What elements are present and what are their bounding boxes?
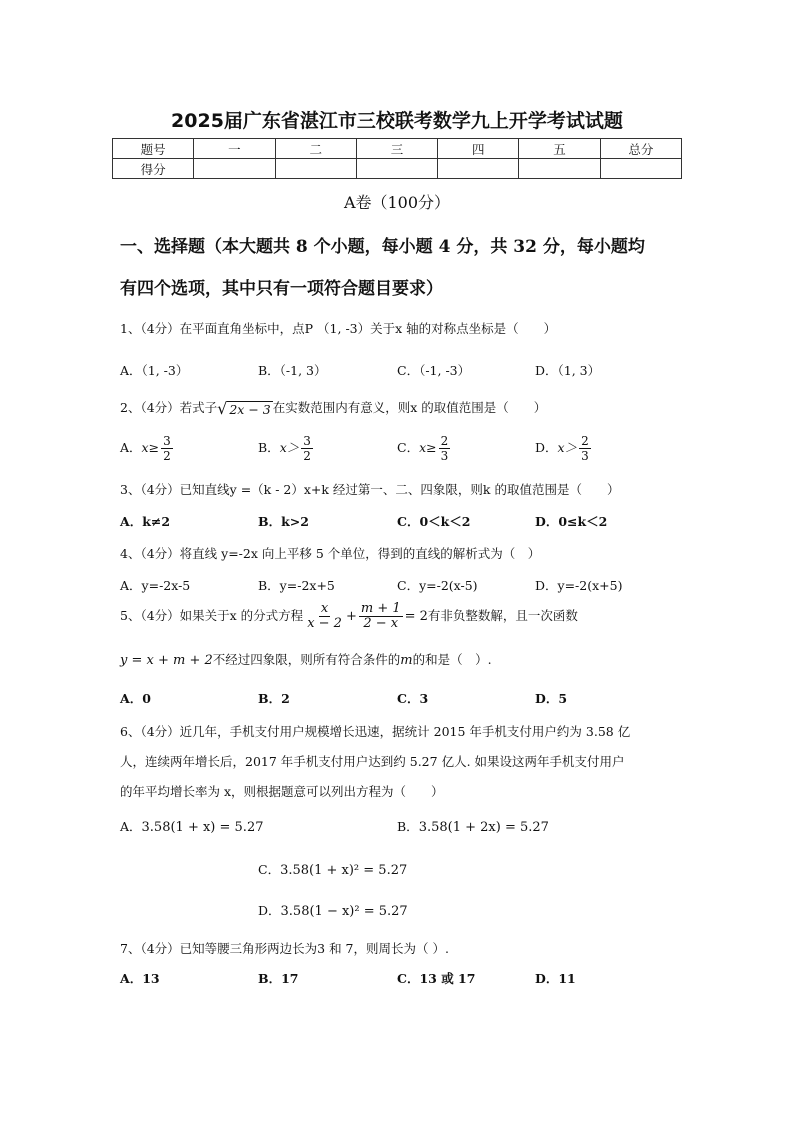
question-6-stem-line3: 的年平均增长率为 x，则根据题意可以列出方程为（ ）	[120, 784, 444, 799]
question-1-option-b[interactable]: B．（-1, 3）	[258, 363, 327, 378]
fraction-denominator: 2 − x	[363, 616, 399, 631]
question-1-option-c[interactable]: C．（-1, -3）	[397, 363, 471, 378]
question-4-option-a[interactable]: A．y=-2x-5	[120, 578, 191, 593]
question-5-stem	[120, 602, 578, 631]
radical-sign-icon: √	[217, 399, 228, 418]
fraction-denominator: 3	[440, 449, 449, 463]
option-label: D．	[258, 903, 281, 918]
question-5-stem-pre: 5、（4分）如果关于x 的分式方程	[120, 608, 304, 623]
score-table	[112, 138, 682, 179]
exam-title: 2025届广东省湛江市三校联考数学九上开学考试试题	[171, 110, 623, 132]
question-2-stem-post: 在实数范围内有意义，则x 的取值范围是（ ）	[272, 400, 547, 415]
score-input-cell[interactable]	[519, 159, 600, 179]
fraction	[161, 434, 173, 463]
option-equation: 3.58(1 + 2x) = 5.27	[418, 820, 549, 835]
fraction-numerator: 2	[581, 434, 589, 448]
fraction-numerator: 3	[303, 434, 311, 448]
question-3-option-c[interactable]: C．0＜k＜2	[397, 514, 471, 529]
option-equation: 3.58(1 + x) = 5.27	[141, 820, 264, 835]
question-7-stem: 7、（4分）已知等腰三角形两边长为3 和 7，则周长为（ ）.	[120, 941, 449, 956]
fraction-denominator: 2	[303, 449, 311, 463]
question-5-stem-line2	[120, 650, 492, 668]
question-2-option-b[interactable]	[258, 434, 315, 463]
option-lhs: x＞	[279, 440, 300, 455]
question-7-option-b[interactable]: B．17	[258, 971, 299, 986]
fraction-denominator: 2	[163, 449, 171, 463]
question-6-option-b[interactable]	[397, 817, 549, 835]
score-input-cell[interactable]	[275, 159, 356, 179]
question-6-stem-line1: 6、（4分）近几年，手机支付用户规模增长迅速，据统计 2015 年手机支付用户约为 3.58 亿	[120, 724, 631, 739]
variable-m: m	[400, 653, 413, 668]
linear-function-expression: y = x + m + 2	[120, 653, 213, 668]
question-3-option-b[interactable]: B．k>2	[258, 514, 309, 529]
option-label: B．	[397, 819, 419, 834]
question-5-line2-text: 不经过四象限，则所有符合条件的	[212, 652, 401, 667]
score-table-cell: 五	[519, 139, 600, 159]
option-lhs: x＞	[557, 440, 578, 455]
option-label: A．	[120, 440, 142, 455]
score-table-cell: 三	[356, 139, 437, 159]
question-7-option-c[interactable]: C．13 或 17	[397, 971, 476, 986]
fraction-denominator: 3	[581, 449, 589, 463]
question-5-option-c[interactable]: C．3	[397, 691, 429, 706]
option-label: D．	[535, 440, 558, 455]
score-table-cell: 题号	[113, 139, 194, 159]
question-1-option-d[interactable]: D．（1, 3）	[535, 363, 601, 378]
option-lhs: x≥	[141, 440, 160, 455]
score-table-header-row	[113, 139, 682, 159]
fraction-numerator: 3	[163, 434, 171, 448]
radicand: 2x − 3	[229, 402, 271, 417]
question-6-option-a[interactable]	[120, 817, 263, 835]
score-input-cell[interactable]	[356, 159, 437, 179]
question-1-option-a[interactable]: A．（1, -3）	[120, 363, 189, 378]
fraction	[359, 602, 403, 631]
score-table-cell: 四	[438, 139, 519, 159]
option-equation: 3.58(1 + x)² = 5.27	[280, 863, 408, 878]
question-2-option-d[interactable]	[535, 434, 593, 463]
option-label: C．	[397, 440, 420, 455]
question-2-stem-pre: 2、（4分）若式子	[120, 400, 218, 415]
option-equation: 3.58(1 − x)² = 5.27	[280, 904, 408, 919]
question-6-option-d[interactable]	[258, 901, 408, 919]
question-3-option-d[interactable]: D．0≤k＜2	[535, 514, 608, 529]
fraction	[305, 602, 344, 631]
score-input-cell[interactable]	[194, 159, 275, 179]
question-4-option-d[interactable]: D．y=-2(x+5)	[535, 578, 623, 593]
score-table-cell: 总分	[600, 139, 681, 159]
score-row-label: 得分	[113, 159, 194, 179]
question-5-stem-post: 有非负整数解，且一次函数	[427, 608, 578, 623]
plus-sign: +	[345, 609, 357, 624]
section-a-title: A卷（100分）	[343, 193, 451, 212]
fraction-numerator: x	[320, 601, 329, 616]
fraction-denominator: x − 2	[307, 616, 342, 631]
question-1-stem: 1、（4分）在平面直角坐标中，点P （1, -3）关于x 轴的对称点坐标是（ ）	[120, 321, 557, 336]
question-5-option-a[interactable]: A．0	[120, 691, 151, 706]
question-7-option-a[interactable]: A．13	[120, 971, 160, 986]
question-5-option-d[interactable]: D．5	[535, 691, 568, 706]
score-input-cell[interactable]	[438, 159, 519, 179]
part1-heading-line1: 一、选择题（本大题共 8 个小题，每小题 4 分，共 32 分，每小题均	[120, 237, 645, 257]
question-4-option-c[interactable]: C．y=-2(x-5)	[397, 578, 478, 593]
score-table-score-row	[113, 159, 682, 179]
question-3-stem: 3、（4分）已知直线y =（k - 2）x+k 经过第一、二、四象限，则k 的取值范围是（ ）	[120, 482, 620, 497]
question-7-option-d[interactable]: D．11	[535, 971, 576, 986]
question-6-stem-line2: 人，连续两年增长后，2017 年手机支付用户达到约 5.27 亿人. 如果设这两年手机支付用户	[120, 754, 625, 769]
option-label: A．	[120, 819, 142, 834]
equation-rest: = 2	[404, 609, 428, 624]
fraction	[439, 434, 451, 463]
fraction-numerator: 2	[440, 434, 449, 448]
question-5-line2-end: 的和是（ ）.	[412, 652, 492, 667]
option-lhs: x≥	[419, 440, 437, 455]
question-4-stem: 4、（4分）将直线 y=-2x 向上平移 5 个单位，得到的直线的解析式为（ ）	[120, 546, 541, 561]
score-input-cell[interactable]	[600, 159, 681, 179]
question-2-option-c[interactable]	[397, 434, 452, 463]
option-label: C．	[258, 862, 281, 877]
fraction	[579, 434, 591, 463]
question-2-stem	[120, 398, 546, 418]
score-table-cell: 二	[275, 139, 356, 159]
fraction-numerator: m + 1	[360, 601, 401, 616]
question-2-option-a[interactable]	[120, 434, 175, 463]
question-4-option-b[interactable]: B．y=-2x+5	[258, 578, 335, 593]
part1-heading-line2: 有四个选项，其中只有一项符合题目要求）	[120, 279, 443, 299]
question-6-option-c[interactable]	[258, 860, 407, 878]
score-table-cell: 一	[194, 139, 275, 159]
option-label: B．	[258, 440, 280, 455]
fraction	[301, 434, 313, 463]
sqrt-expression	[217, 399, 273, 418]
question-3-option-a[interactable]: A．k≠2	[120, 514, 171, 529]
question-5-option-b[interactable]: B．2	[258, 691, 290, 706]
